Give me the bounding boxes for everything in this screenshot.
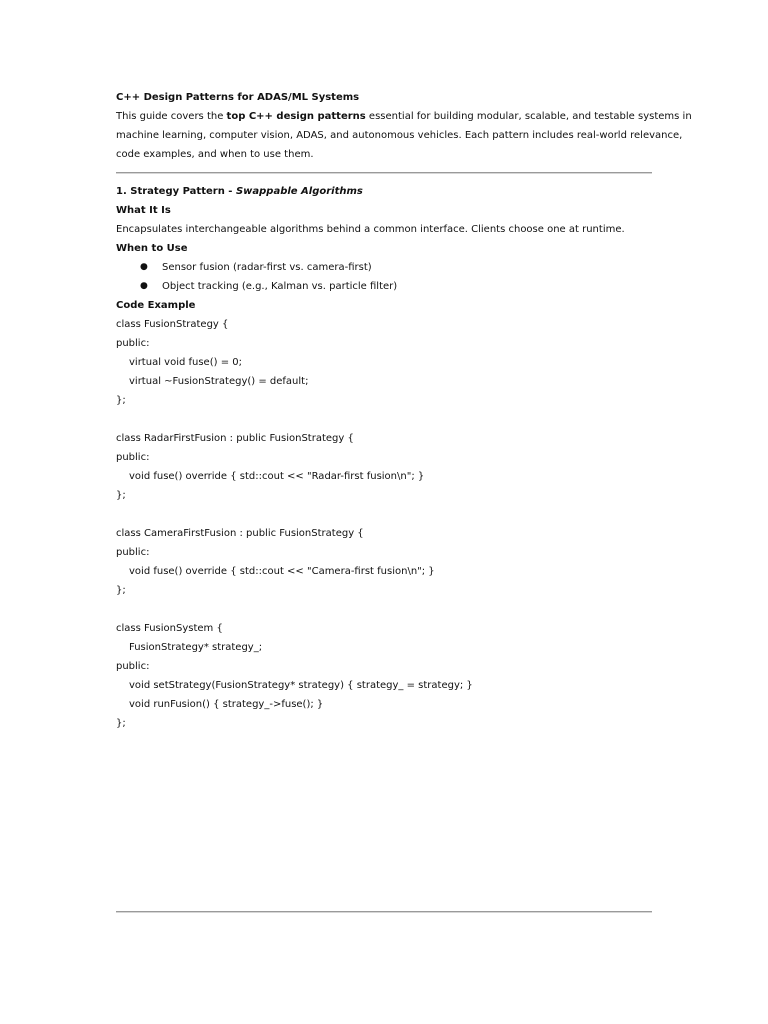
code-line: void fuse() override { std::cout << "Camera-first fusion\n"; } bbox=[129, 566, 435, 577]
code-line: class FusionSystem { bbox=[116, 623, 223, 634]
section-heading-prefix: 1. Strategy Pattern - bbox=[116, 186, 236, 197]
code-line: public: bbox=[116, 547, 150, 558]
bullet-icon: ● bbox=[140, 262, 148, 272]
horizontal-divider-bottom bbox=[116, 911, 652, 913]
what-it-is-heading: What It Is bbox=[116, 205, 171, 216]
code-line: }; bbox=[116, 395, 126, 406]
intro-line-3: code examples, and when to use them. bbox=[116, 149, 314, 160]
code-block bbox=[116, 315, 652, 733]
intro-text-end: essential for building modular, scalable, and testable systems in bbox=[365, 111, 692, 122]
list-item bbox=[116, 258, 652, 277]
list-item bbox=[116, 277, 652, 296]
intro-text-start: This guide covers the bbox=[116, 111, 227, 122]
code-line: virtual void fuse() = 0; bbox=[129, 357, 242, 368]
horizontal-divider-top bbox=[116, 172, 652, 174]
code-line: class FusionStrategy { bbox=[116, 319, 229, 330]
code-line: public: bbox=[116, 661, 150, 672]
code-blank-line bbox=[116, 600, 652, 619]
bullet-icon: ● bbox=[140, 281, 148, 291]
code-blank-line bbox=[116, 410, 652, 429]
strategy-pattern-section bbox=[116, 182, 652, 733]
intro-line-2: machine learning, computer vision, ADAS, and autonomous vehicles. Each pattern includes real-world relevance, bbox=[116, 130, 683, 141]
list-item-text: Object tracking (e.g., Kalman vs. particle filter) bbox=[162, 281, 398, 292]
code-line: }; bbox=[116, 585, 126, 596]
code-line: void setStrategy(FusionStrategy* strategy) { strategy_ = strategy; } bbox=[129, 680, 473, 691]
section-heading bbox=[116, 182, 652, 201]
code-line: class CameraFirstFusion : public FusionStrategy { bbox=[116, 528, 364, 539]
when-to-use-heading: When to Use bbox=[116, 243, 188, 254]
code-line: class RadarFirstFusion : public FusionStrategy { bbox=[116, 433, 354, 444]
intro-bold-phrase: top C++ design patterns bbox=[226, 111, 366, 122]
code-line: public: bbox=[116, 452, 150, 463]
code-line: virtual ~FusionStrategy() = default; bbox=[129, 376, 309, 387]
what-it-is-text: Encapsulates interchangeable algorithms behind a common interface. Clients choose one at runtime. bbox=[116, 224, 625, 235]
code-line: }; bbox=[116, 718, 126, 729]
when-to-use-list bbox=[116, 258, 652, 296]
code-blank-line bbox=[116, 505, 652, 524]
code-line: public: bbox=[116, 338, 150, 349]
code-line: void runFusion() { strategy_->fuse(); } bbox=[129, 699, 324, 710]
document-title: C++ Design Patterns for ADAS/ML Systems bbox=[116, 92, 360, 103]
section-heading-subtitle: Swappable Algorithms bbox=[235, 186, 363, 197]
code-line: }; bbox=[116, 490, 126, 501]
intro-block bbox=[116, 88, 692, 164]
intro-line-1 bbox=[116, 107, 692, 126]
code-line: void fuse() override { std::cout << "Radar-first fusion\n"; } bbox=[129, 471, 425, 482]
list-item-text: Sensor fusion (radar-first vs. camera-first) bbox=[162, 262, 372, 273]
code-line: FusionStrategy* strategy_; bbox=[129, 642, 263, 653]
code-example-heading: Code Example bbox=[116, 300, 196, 311]
